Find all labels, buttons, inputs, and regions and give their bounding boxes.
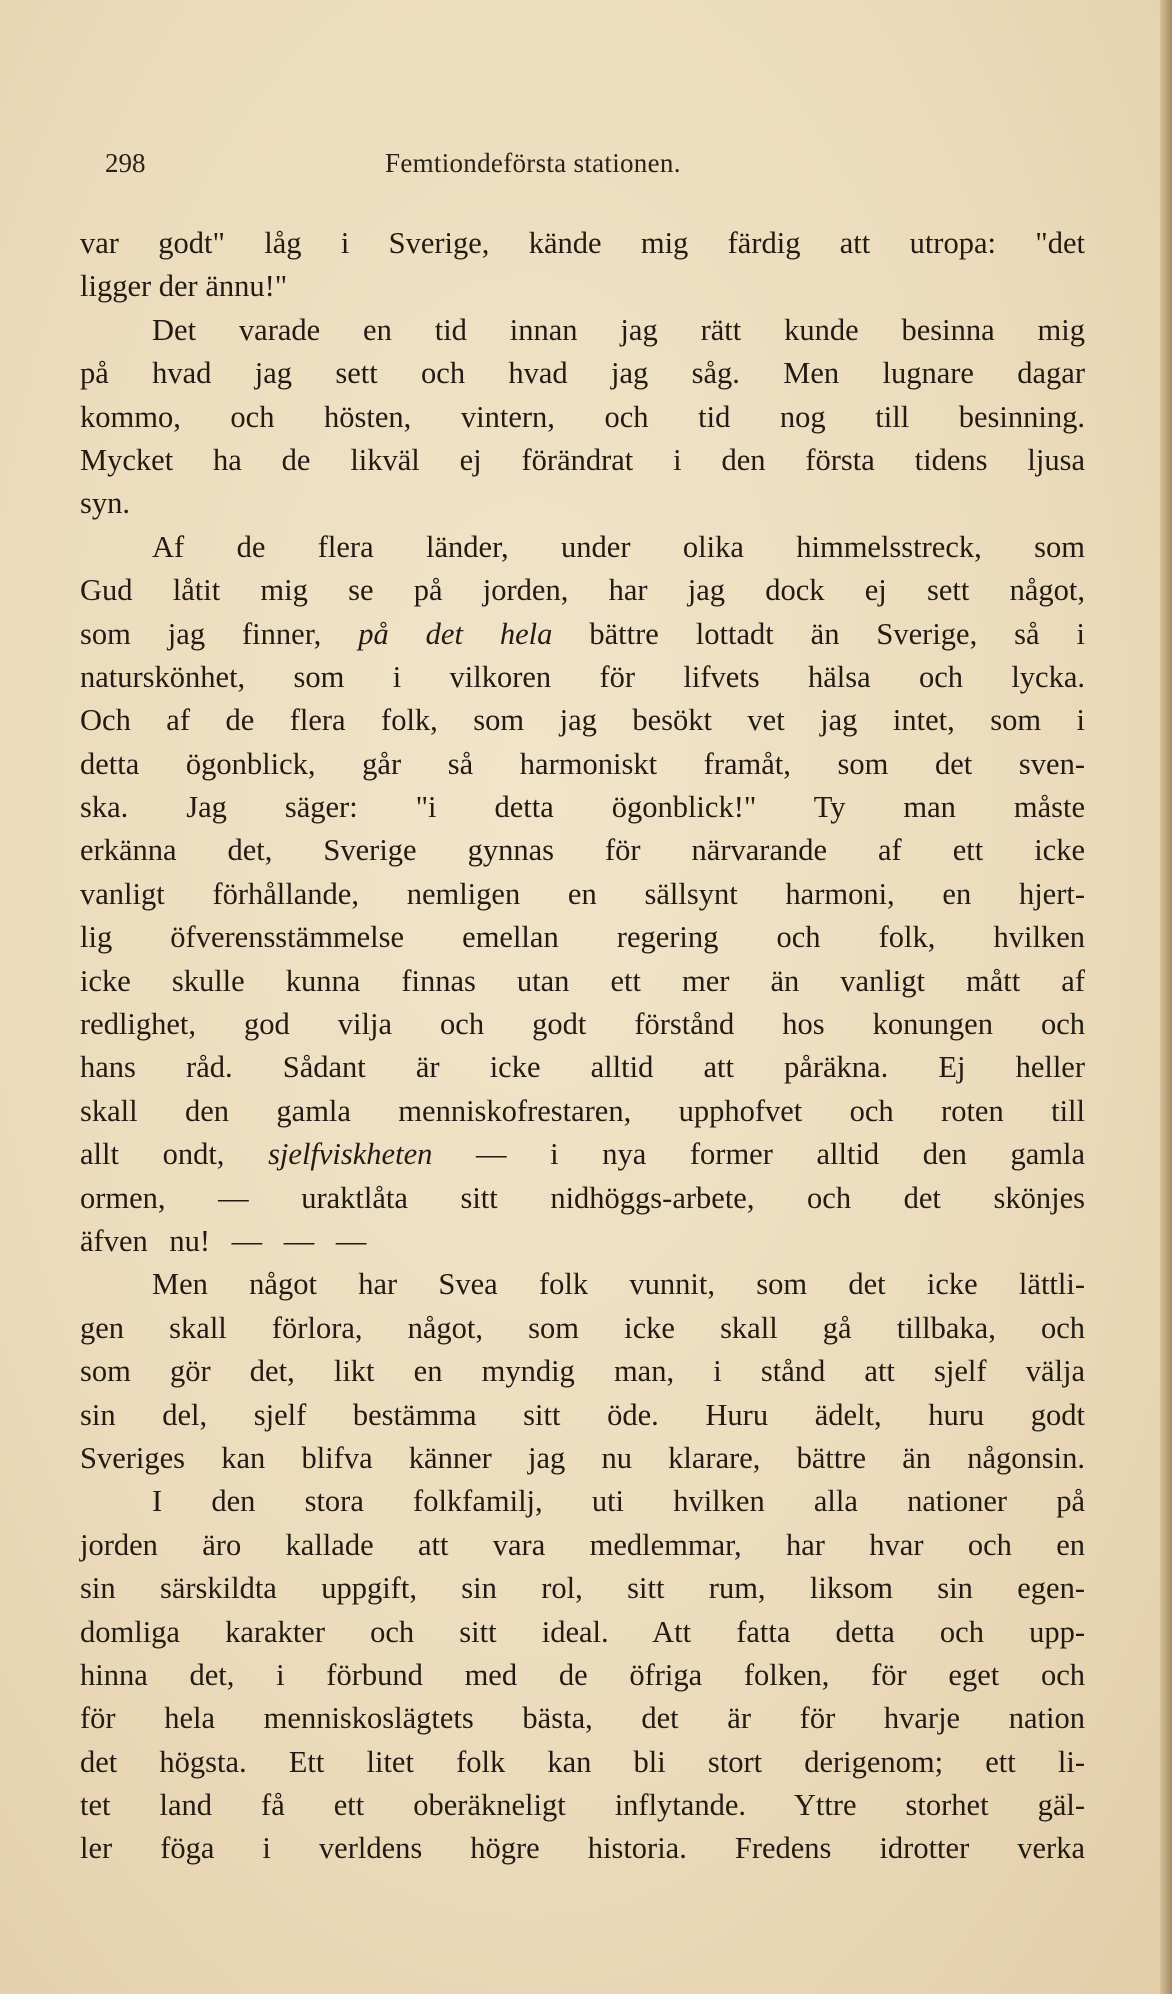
text-line: ligger der ännu!" bbox=[80, 269, 288, 304]
text-line bbox=[80, 613, 1085, 656]
text-line: som gör det, likt en myndig man, i stånd att sjelf välja bbox=[80, 1354, 1085, 1389]
text-line: ska. Jag säger: "i detta ögonblick!" Ty man måste bbox=[80, 790, 1085, 825]
page-number: 298 bbox=[105, 148, 146, 178]
text-line: Sveriges kan blifva känner jag nu klarare, bättre än någonsin. bbox=[80, 1440, 1085, 1475]
text-line: lig öfverensstämmelse emellan regering och folk, hvilken bbox=[80, 920, 1085, 955]
text-segment: som jag finner, bbox=[80, 616, 359, 651]
text-line: hinna det, i förbund med de öfriga folken, för eget och bbox=[80, 1657, 1085, 1692]
text-line: ormen, — uraktlåta sitt nidhöggs-arbete, och det skönjes bbox=[80, 1180, 1085, 1215]
text-line: vanligt förhållande, nemligen en sällsynt harmoni, en hjert- bbox=[80, 876, 1085, 911]
text-line: tet land få ett oberäkneligt inflytande. Yttre storhet gäl- bbox=[80, 1788, 1085, 1823]
text-line: jorden äro kallade att vara medlemmar, har hvar och en bbox=[80, 1527, 1085, 1562]
text-line: redlighet, god vilja och godt förstånd hos konungen och bbox=[80, 1007, 1085, 1042]
text-line: Gud låtit mig se på jorden, har jag dock ej sett något, bbox=[80, 573, 1085, 608]
text-line: I den stora folkfamilj, uti hvilken alla nationer på bbox=[152, 1484, 1085, 1519]
text-line: skall den gamla menniskofrestaren, upphofvet och roten till bbox=[80, 1093, 1085, 1128]
text-line: Men något har Svea folk vunnit, som det icke lättli- bbox=[152, 1267, 1085, 1302]
text-line: på hvad jag sett och hvad jag såg. Men lugnare dagar bbox=[80, 356, 1085, 391]
text-line: sin del, sjelf bestämma sitt öde. Huru ädelt, huru godt bbox=[80, 1397, 1085, 1432]
page-edge bbox=[1160, 0, 1172, 1994]
text-line: var godt" låg i Sverige, kände mig färdig att utropa: "det bbox=[80, 226, 1085, 260]
text-line: Mycket ha de likväl ej förändrat i den första tidens ljusa bbox=[80, 442, 1085, 477]
text-line: detta ögonblick, går så harmoniskt framåt, som det sven- bbox=[80, 746, 1085, 781]
text-segment: allt ondt, bbox=[80, 1137, 269, 1172]
emphasis-text: sjelfviskheten bbox=[268, 1137, 433, 1172]
emphasis-text: på det hela bbox=[358, 616, 553, 651]
text-line: äfven nu! — — — bbox=[80, 1223, 367, 1258]
text-line: gen skall förlora, något, som icke skall gå tillbaka, och bbox=[80, 1310, 1085, 1345]
text-line: domliga karakter och sitt ideal. Att fatta detta och upp- bbox=[80, 1614, 1085, 1649]
text-line: syn. bbox=[80, 486, 130, 521]
text-line: sin särskildta uppgift, sin rol, sitt rum, liksom sin egen- bbox=[80, 1571, 1085, 1606]
text-segment: bättre lottadt än Sverige, så i bbox=[552, 616, 1085, 651]
text-line: erkänna det, Sverige gynnas för närvarande af ett icke bbox=[80, 833, 1085, 868]
text-line: ler föga i verldens högre historia. Fredens idrotter verka bbox=[80, 1831, 1085, 1866]
text-line: icke skulle kunna finnas utan ett mer än vanligt mått af bbox=[80, 963, 1085, 998]
text-line bbox=[80, 1133, 1085, 1176]
text-line: Det varade en tid innan jag rätt kunde besinna mig bbox=[152, 312, 1085, 347]
text-segment: — i nya former alltid den gamla bbox=[432, 1137, 1085, 1172]
text-line: kommo, och hösten, vintern, och tid nog till besinning. bbox=[80, 399, 1085, 434]
text-line: naturskönhet, som i vilkoren för lifvets hälsa och lycka. bbox=[80, 659, 1085, 694]
text-line: Af de flera länder, under olika himmelsstreck, som bbox=[152, 529, 1085, 564]
page-header bbox=[105, 148, 1005, 184]
text-line: Och af de flera folk, som jag besökt vet jag intet, som i bbox=[80, 703, 1085, 738]
text-line: det högsta. Ett litet folk kan bli stort derigenom; ett li- bbox=[80, 1744, 1085, 1779]
text-line: hans råd. Sådant är icke alltid att påräkna. Ej heller bbox=[80, 1050, 1085, 1085]
text-line: för hela menniskoslägtets bästa, det är för hvarje nation bbox=[80, 1701, 1085, 1736]
running-title: Femtiondeförsta stationen. bbox=[385, 148, 681, 178]
body-text bbox=[80, 222, 1085, 1871]
